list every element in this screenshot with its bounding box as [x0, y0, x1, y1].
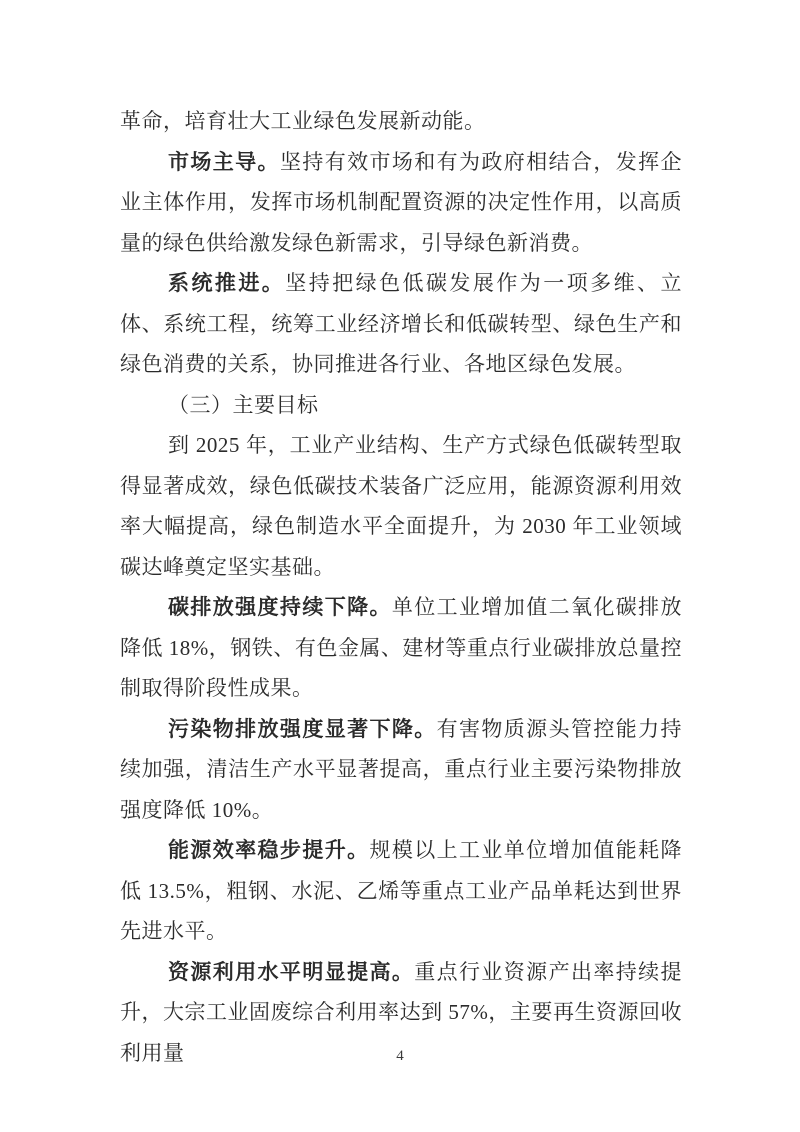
run-lead-bold: 碳排放强度持续下降。 [168, 595, 392, 619]
run-lead-bold: 污染物排放强度显著下降。 [168, 716, 437, 741]
page-footer [0, 1046, 800, 1066]
body-text: 规模以上工业单位增加值能耗降低 13.5%，粗钢、水泥、乙烯等重点工业产品单耗达到世界先进水平。 [120, 838, 683, 943]
body-text: 坚持有效市场和有为政府相结合，发挥企业主体作用，发挥市场机制配置资源的决定性作用，以高质量的绿色供给激发绿色新需求，引导绿色新消费。 [120, 149, 683, 255]
run-lead-bold: 资源利用水平明显提高。 [168, 959, 415, 984]
body-text: 坚持把绿色低碳发展作为一项多维、立体、系统工程，统筹工业经济增长和低碳转型、绿色生产和绿色消费的关系，协同推进各行业、各地区绿色发展。 [120, 271, 683, 376]
run-lead-bold: 系统推进。 [168, 271, 286, 295]
para-pollutant-intensity [120, 709, 682, 831]
page-number: 4 [396, 1048, 404, 1064]
body-text: 单位工业增加值二氧化碳排放降低 18%，钢铁、有色金属、建材等重点行业碳排放总量控制取得阶段性成果。 [120, 595, 683, 700]
document-body [120, 101, 682, 1073]
para-energy-efficiency [120, 830, 682, 952]
run-lead-bold: 能源效率稳步提升。 [168, 838, 370, 862]
para-market-led [120, 142, 682, 264]
para-systematic-advance [120, 263, 682, 385]
para-new-momentum-continuation [120, 101, 682, 142]
body-text: 革命，培育壮大工业绿色发展新动能。 [120, 109, 486, 133]
section-heading-text: （三）主要目标 [168, 392, 319, 417]
para-carbon-intensity [120, 587, 682, 709]
body-text: 到 2025 年，工业产业结构、生产方式绿色低碳转型取得显著成效，绿色低碳技术装备广泛应用，能源资源利用效率大幅提高，绿色制造水平全面提升，为 2030 年工业领域碳达峰奠定坚实基础。 [120, 433, 682, 579]
para-2025-goals [120, 425, 682, 587]
body-text: 重点行业资源产出率持续提升，大宗工业固废综合利用率达到 57%，主要再生资源回收利用量 [120, 959, 682, 1065]
body-text: 有害物质源头管控能力持续加强，清洁生产水平显著提高，重点行业主要污染物排放强度降低 10%。 [120, 716, 683, 822]
run-lead-bold: 市场主导。 [168, 149, 280, 174]
heading-main-targets [120, 385, 682, 426]
